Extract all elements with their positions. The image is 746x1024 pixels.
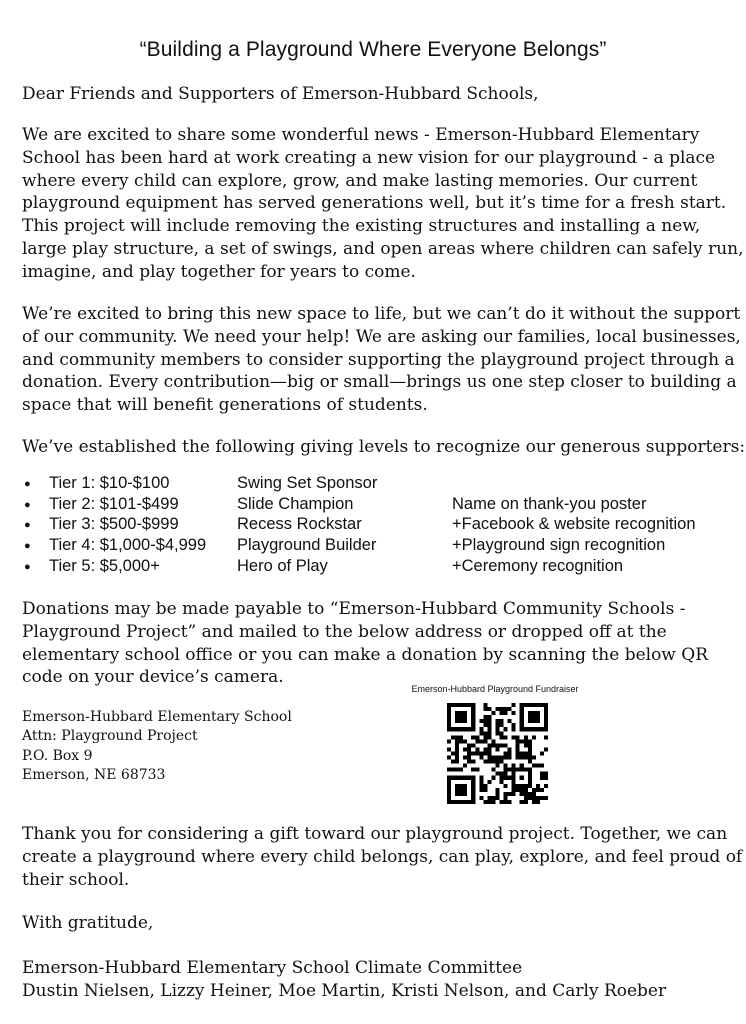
address-line: Attn: Playground Project [22, 728, 198, 745]
tier-range: Tier 4: $1,000-$4,999 [49, 536, 207, 555]
committee-name: Emerson-Hubbard Elementary School Climate Committee [22, 958, 523, 978]
donation-instructions [22, 598, 732, 689]
paragraph-line: of our community. We need your help! We are asking our families, local businesses, [22, 326, 741, 347]
paragraph-line: Thank you for considering a gift toward our playground project. Together, we can [22, 824, 728, 844]
greeting: Dear Friends and Supporters of Emerson-Hubbard Schools, [22, 84, 539, 104]
qr-code-icon[interactable] [447, 703, 548, 804]
paragraph-line: School has been hard at work creating a new vision for our playground - a place [22, 147, 716, 168]
bullet-icon: ● [24, 498, 31, 511]
paragraph-line: create a playground where every child belongs, can play, explore, and feel proud of [22, 846, 743, 867]
tier-row [20, 515, 740, 536]
paragraph-line: Playground Project” and mailed to the below address or dropped off at the [22, 621, 667, 642]
tier-row [20, 495, 740, 516]
mailing-address [22, 708, 292, 785]
closing: With gratitude, [22, 913, 154, 933]
paragraph-line: their school. [22, 869, 130, 890]
letter-title: “Building a Playground Where Everyone Belongs” [139, 38, 607, 61]
signature-block [22, 957, 666, 1003]
paragraph-line: Donations may be made payable to “Emerson-Hubbard Community Schools - [22, 599, 686, 619]
thank-you-paragraph [22, 823, 743, 891]
address-line: Emerson, NE 68733 [22, 766, 166, 783]
tier-row [20, 474, 740, 495]
tier-title: Swing Set Sponsor [237, 474, 378, 492]
tier-range: Tier 5: $5,000+ [49, 556, 160, 575]
tier-row [20, 557, 740, 578]
paragraph-line: We are excited to share some wonderful news - Emerson-Hubbard Elementary [22, 125, 700, 145]
giving-levels-intro [22, 436, 746, 459]
intro-paragraph [22, 124, 744, 284]
paragraph-line: playground equipment has served generations well, but it’s time for a fresh start. [22, 193, 727, 214]
bullet-icon: ● [24, 478, 31, 490]
paragraph-line: and community members to consider supporting the playground project through a [22, 349, 735, 370]
tier-row [20, 536, 740, 557]
tier-benefit: Name on thank-you poster [452, 494, 647, 513]
paragraph-line: This project will include removing the existing structures and installing a new, [22, 216, 701, 237]
paragraph-line: donation. Every contribution—big or small—brings us one step closer to building a [22, 372, 737, 393]
address-line: Emerson-Hubbard Elementary School [22, 709, 292, 725]
paragraph-line: where every child can explore, grow, and make lasting memories. Our current [22, 170, 698, 191]
tier-title: Hero of Play [237, 556, 328, 575]
tier-title: Playground Builder [237, 536, 377, 555]
giving-tiers-list [20, 474, 740, 577]
committee-members: Dustin Nielsen, Lizzy Heiner, Moe Martin, Kristi Nelson, and Carly Roeber [22, 981, 667, 1001]
tier-range: Tier 1: $10-$100 [49, 474, 170, 492]
tier-benefit: +Ceremony recognition [452, 556, 624, 575]
tier-benefit: +Playground sign recognition [452, 536, 666, 555]
bullet-icon: ● [24, 540, 31, 553]
tier-range: Tier 3: $500-$999 [49, 515, 179, 534]
paragraph-line: imagine, and play together for years to come. [22, 261, 416, 282]
paragraph-line: code on your device’s camera. [22, 667, 284, 688]
tier-benefit: +Facebook & website recognition [452, 515, 696, 534]
paragraph-line: large play structure, a set of swings, and open areas where children can safely run, [22, 238, 744, 259]
paragraph-line: We’re excited to bring this new space to life, but we can’t do it without the support [22, 304, 741, 324]
paragraph-line: space that will benefit generations of students. [22, 395, 428, 416]
qr-caption: Emerson-Hubbard Playground Fundraiser [411, 684, 579, 694]
paragraph-line: We’ve established the following giving levels to recognize our generous supporters: [22, 437, 746, 457]
support-paragraph [22, 303, 741, 417]
bullet-icon: ● [24, 519, 31, 532]
tier-title: Recess Rockstar [237, 515, 362, 534]
address-line: P.O. Box 9 [22, 747, 93, 764]
paragraph-line: elementary school office or you can make a donation by scanning the below QR [22, 644, 709, 665]
tier-range: Tier 2: $101-$499 [49, 494, 179, 513]
bullet-icon: ● [24, 560, 31, 573]
tier-title: Slide Champion [237, 494, 354, 513]
